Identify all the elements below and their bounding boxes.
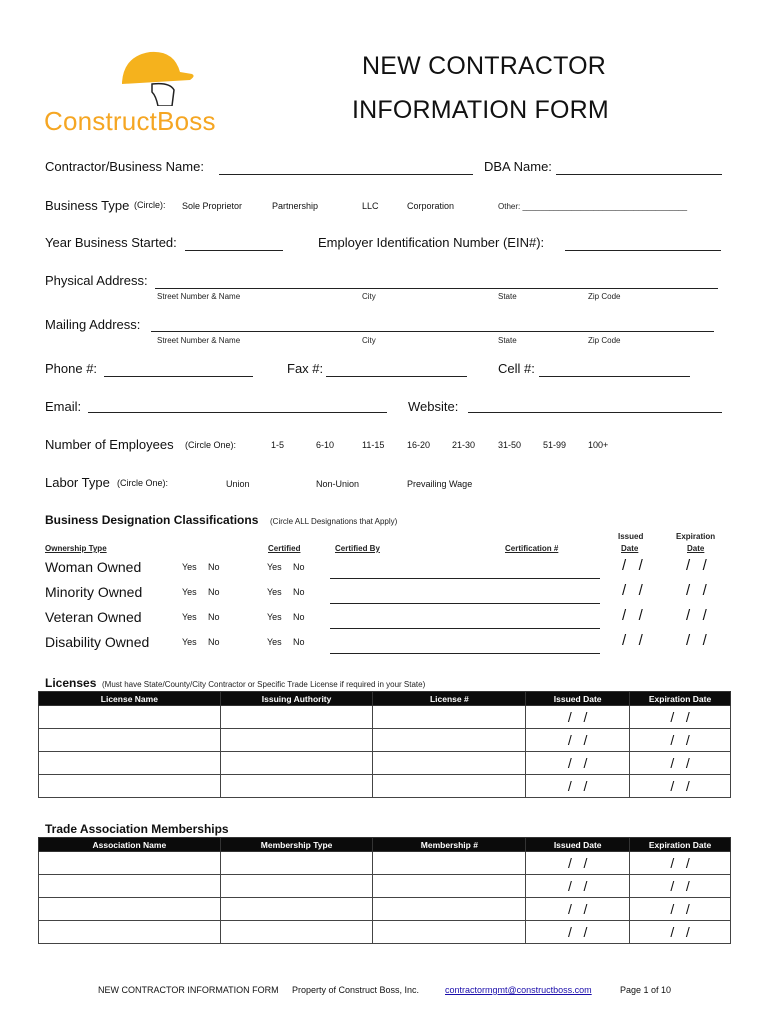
labor-option-nonunion[interactable]: Non-Union xyxy=(316,479,360,489)
business-name-label: Contractor/Business Name: xyxy=(45,159,204,174)
website-field[interactable] xyxy=(468,412,722,413)
certified-yes[interactable]: Yes xyxy=(267,587,282,597)
association-name-cell[interactable] xyxy=(39,921,221,944)
licenses-heading: Licenses xyxy=(45,676,97,690)
license-num-cell[interactable] xyxy=(373,752,526,775)
owned-no[interactable]: No xyxy=(208,562,220,572)
owned-yes[interactable]: Yes xyxy=(182,587,197,597)
dba-name-field[interactable] xyxy=(556,174,722,175)
expiration-date-cell[interactable]: / / xyxy=(630,921,731,944)
owned-yes[interactable]: Yes xyxy=(182,612,197,622)
ein-label: Employer Identification Number (EIN#): xyxy=(318,235,545,250)
col-certified: Certified xyxy=(268,544,301,553)
employees-option[interactable]: 100+ xyxy=(588,440,609,450)
employees-option[interactable]: 51-99 xyxy=(543,440,567,450)
phone-label: Phone #: xyxy=(45,361,98,376)
mailing-street-sub: Street Number & Name xyxy=(157,336,241,345)
memberships-heading: Trade Association Memberships xyxy=(45,822,229,836)
business-type-circle-note: (Circle): xyxy=(134,200,166,210)
footer-page-number: Page 1 of 10 xyxy=(620,985,672,995)
issued-date-cell[interactable]: / / xyxy=(526,729,630,752)
email-field[interactable] xyxy=(88,412,387,413)
labor-option-union[interactable]: Union xyxy=(226,479,250,489)
owned-yes[interactable]: Yes xyxy=(182,562,197,572)
form-title-line2: INFORMATION FORM xyxy=(352,96,609,124)
col-expiration-2: Date xyxy=(687,544,705,553)
employees-option[interactable]: 16-20 xyxy=(407,440,431,450)
col-cert-num: Certification # xyxy=(505,544,559,553)
issuing-authority-cell[interactable] xyxy=(220,752,373,775)
expiration-date-cell[interactable]: / / xyxy=(630,706,731,729)
footer-email-link[interactable]: contractormgmt@constructboss.com xyxy=(445,985,592,995)
issued-date-cell[interactable]: / / xyxy=(526,921,630,944)
col-issued-date: Issued Date xyxy=(526,838,630,852)
table-row xyxy=(39,752,731,775)
membership-num-cell[interactable] xyxy=(373,921,526,944)
col-issuing-authority: Issuing Authority xyxy=(220,692,373,706)
col-ownership-type: Ownership Type xyxy=(45,544,107,553)
expiration-date[interactable]: / / xyxy=(686,557,707,574)
fax-label: Fax #: xyxy=(287,361,324,376)
table-row xyxy=(39,729,731,752)
issued-date[interactable]: / / xyxy=(622,557,643,574)
col-association-name: Association Name xyxy=(39,838,221,852)
membership-num-cell[interactable] xyxy=(373,898,526,921)
membership-type-cell[interactable] xyxy=(220,852,373,875)
owned-yes[interactable]: Yes xyxy=(182,637,197,647)
physical-zip-sub: Zip Code xyxy=(588,292,621,301)
physical-street-sub: Street Number & Name xyxy=(157,292,241,301)
certified-by-field[interactable] xyxy=(330,603,600,604)
business-type-corporation[interactable]: Corporation xyxy=(407,201,455,211)
issued-date-cell[interactable]: / / xyxy=(526,875,630,898)
association-name-cell[interactable] xyxy=(39,898,221,921)
labor-circle-note: (Circle One): xyxy=(117,478,169,488)
expiration-date-cell[interactable]: / / xyxy=(630,752,731,775)
employees-label: Number of Employees xyxy=(45,437,174,452)
employees-option[interactable]: 31-50 xyxy=(498,440,522,450)
expiration-date-cell[interactable]: / / xyxy=(630,875,731,898)
expiration-date[interactable]: / / xyxy=(686,582,707,599)
designation-type: Disability Owned xyxy=(45,634,150,650)
employees-option[interactable]: 21-30 xyxy=(452,440,476,450)
membership-type-cell[interactable] xyxy=(220,875,373,898)
cell-field[interactable] xyxy=(539,376,690,377)
business-type-other[interactable]: Other: _____________________________________ xyxy=(498,202,688,211)
owned-no[interactable]: No xyxy=(208,587,220,597)
employees-option[interactable]: 1-5 xyxy=(271,440,285,450)
business-type-llc[interactable]: LLC xyxy=(362,201,379,211)
mailing-address-field[interactable] xyxy=(151,331,714,332)
phone-field[interactable] xyxy=(104,376,253,377)
labor-option-prevailing[interactable]: Prevailing Wage xyxy=(407,479,473,489)
table-row xyxy=(39,921,731,944)
association-name-cell[interactable] xyxy=(39,875,221,898)
certified-by-field[interactable] xyxy=(330,653,600,654)
membership-type-cell[interactable] xyxy=(220,898,373,921)
physical-address-field[interactable] xyxy=(155,288,718,289)
owned-no[interactable]: No xyxy=(208,637,220,647)
labor-type-label: Labor Type xyxy=(45,475,110,490)
membership-type-cell[interactable] xyxy=(220,921,373,944)
col-issued-2: Date xyxy=(621,544,639,553)
expiration-date-cell[interactable]: / / xyxy=(630,852,731,875)
col-license-name: License Name xyxy=(39,692,221,706)
certified-no[interactable]: No xyxy=(293,587,305,597)
col-expiration-date: Expiration Date xyxy=(630,692,731,706)
owned-no[interactable]: No xyxy=(208,612,220,622)
expiration-date-cell[interactable]: / / xyxy=(630,775,731,798)
col-certified-by: Certified By xyxy=(335,544,380,553)
licenses-table xyxy=(38,691,731,798)
col-membership-num: Membership # xyxy=(373,838,526,852)
mailing-zip-sub: Zip Code xyxy=(588,336,621,345)
certified-no[interactable]: No xyxy=(293,612,305,622)
year-started-label: Year Business Started: xyxy=(45,235,177,250)
footer-property: Property of Construct Boss, Inc. xyxy=(292,985,420,995)
table-row xyxy=(39,898,731,921)
table-header-row xyxy=(39,838,731,852)
business-type-label: Business Type xyxy=(45,198,130,213)
expiration-date[interactable]: / / xyxy=(686,607,707,624)
certified-no[interactable]: No xyxy=(293,562,305,572)
issued-date-cell[interactable]: / / xyxy=(526,852,630,875)
table-row xyxy=(39,775,731,798)
mailing-city-sub: City xyxy=(362,336,376,345)
employees-option[interactable]: 6-10 xyxy=(316,440,335,450)
licenses-note: (Must have State/County/City Contractor or Specific Trade License if required in your State) xyxy=(102,680,426,689)
certified-yes[interactable]: Yes xyxy=(267,612,282,622)
license-name-cell[interactable] xyxy=(39,706,221,729)
certified-by-field[interactable] xyxy=(330,578,600,579)
license-num-cell[interactable] xyxy=(373,706,526,729)
table-row xyxy=(39,852,731,875)
website-label: Website: xyxy=(408,399,459,414)
license-num-cell[interactable] xyxy=(373,775,526,798)
dba-name-label: DBA Name: xyxy=(484,159,552,174)
issued-date-cell[interactable]: / / xyxy=(526,752,630,775)
employees-circle-note: (Circle One): xyxy=(185,440,237,450)
year-started-field[interactable] xyxy=(185,250,283,251)
membership-num-cell[interactable] xyxy=(373,852,526,875)
table-header-row xyxy=(39,692,731,706)
issuing-authority-cell[interactable] xyxy=(220,729,373,752)
hardhat-head-icon xyxy=(112,46,202,106)
issued-date[interactable]: / / xyxy=(622,607,643,624)
logo xyxy=(44,40,274,140)
col-license-num: License # xyxy=(373,692,526,706)
license-num-cell[interactable] xyxy=(373,729,526,752)
certified-no[interactable]: No xyxy=(293,637,305,647)
designations-note: (Circle ALL Designations that Apply) xyxy=(270,517,398,526)
physical-state-sub: State xyxy=(498,292,517,301)
fax-field[interactable] xyxy=(326,376,467,377)
expiration-date-cell[interactable]: / / xyxy=(630,898,731,921)
business-type-partnership[interactable]: Partnership xyxy=(272,201,319,211)
certified-yes[interactable]: Yes xyxy=(267,637,282,647)
physical-city-sub: City xyxy=(362,292,376,301)
association-name-cell[interactable] xyxy=(39,852,221,875)
issued-date[interactable]: / / xyxy=(622,582,643,599)
issued-date-cell[interactable]: / / xyxy=(526,898,630,921)
designation-type: Woman Owned xyxy=(45,559,142,575)
issuing-authority-cell[interactable] xyxy=(220,706,373,729)
ein-field[interactable] xyxy=(565,250,721,251)
expiration-date-cell[interactable]: / / xyxy=(630,729,731,752)
issued-date-cell[interactable]: / / xyxy=(526,706,630,729)
col-issued-date: Issued Date xyxy=(526,692,630,706)
mailing-address-label: Mailing Address: xyxy=(45,317,141,332)
expiration-date[interactable]: / / xyxy=(686,632,707,649)
license-name-cell[interactable] xyxy=(39,775,221,798)
designations-heading: Business Designation Classifications xyxy=(45,513,259,527)
business-type-sole[interactable]: Sole Proprietor xyxy=(182,201,243,211)
table-row xyxy=(39,875,731,898)
issuing-authority-cell[interactable] xyxy=(220,775,373,798)
col-expiration-date: Expiration Date xyxy=(630,838,731,852)
col-expiration-1: Expiration xyxy=(676,532,716,541)
table-row xyxy=(39,706,731,729)
designation-type: Minority Owned xyxy=(45,584,143,600)
certified-yes[interactable]: Yes xyxy=(267,562,282,572)
physical-address-label: Physical Address: xyxy=(45,273,148,288)
issued-date[interactable]: / / xyxy=(622,632,643,649)
license-name-cell[interactable] xyxy=(39,729,221,752)
col-membership-type: Membership Type xyxy=(220,838,373,852)
license-name-cell[interactable] xyxy=(39,752,221,775)
business-name-field[interactable] xyxy=(219,174,473,175)
issued-date-cell[interactable]: / / xyxy=(526,775,630,798)
col-issued-1: Issued xyxy=(618,532,644,541)
memberships-table xyxy=(38,837,731,944)
membership-num-cell[interactable] xyxy=(373,875,526,898)
certified-by-field[interactable] xyxy=(330,628,600,629)
designation-type: Veteran Owned xyxy=(45,609,142,625)
cell-label: Cell #: xyxy=(498,361,535,376)
employees-option[interactable]: 11-15 xyxy=(362,440,385,450)
mailing-state-sub: State xyxy=(498,336,517,345)
email-label: Email: xyxy=(45,399,82,414)
logo-text: ConstructBoss xyxy=(44,106,216,136)
form-title-line1: NEW CONTRACTOR xyxy=(362,52,606,80)
footer-form-name: NEW CONTRACTOR INFORMATION FORM xyxy=(98,985,279,995)
